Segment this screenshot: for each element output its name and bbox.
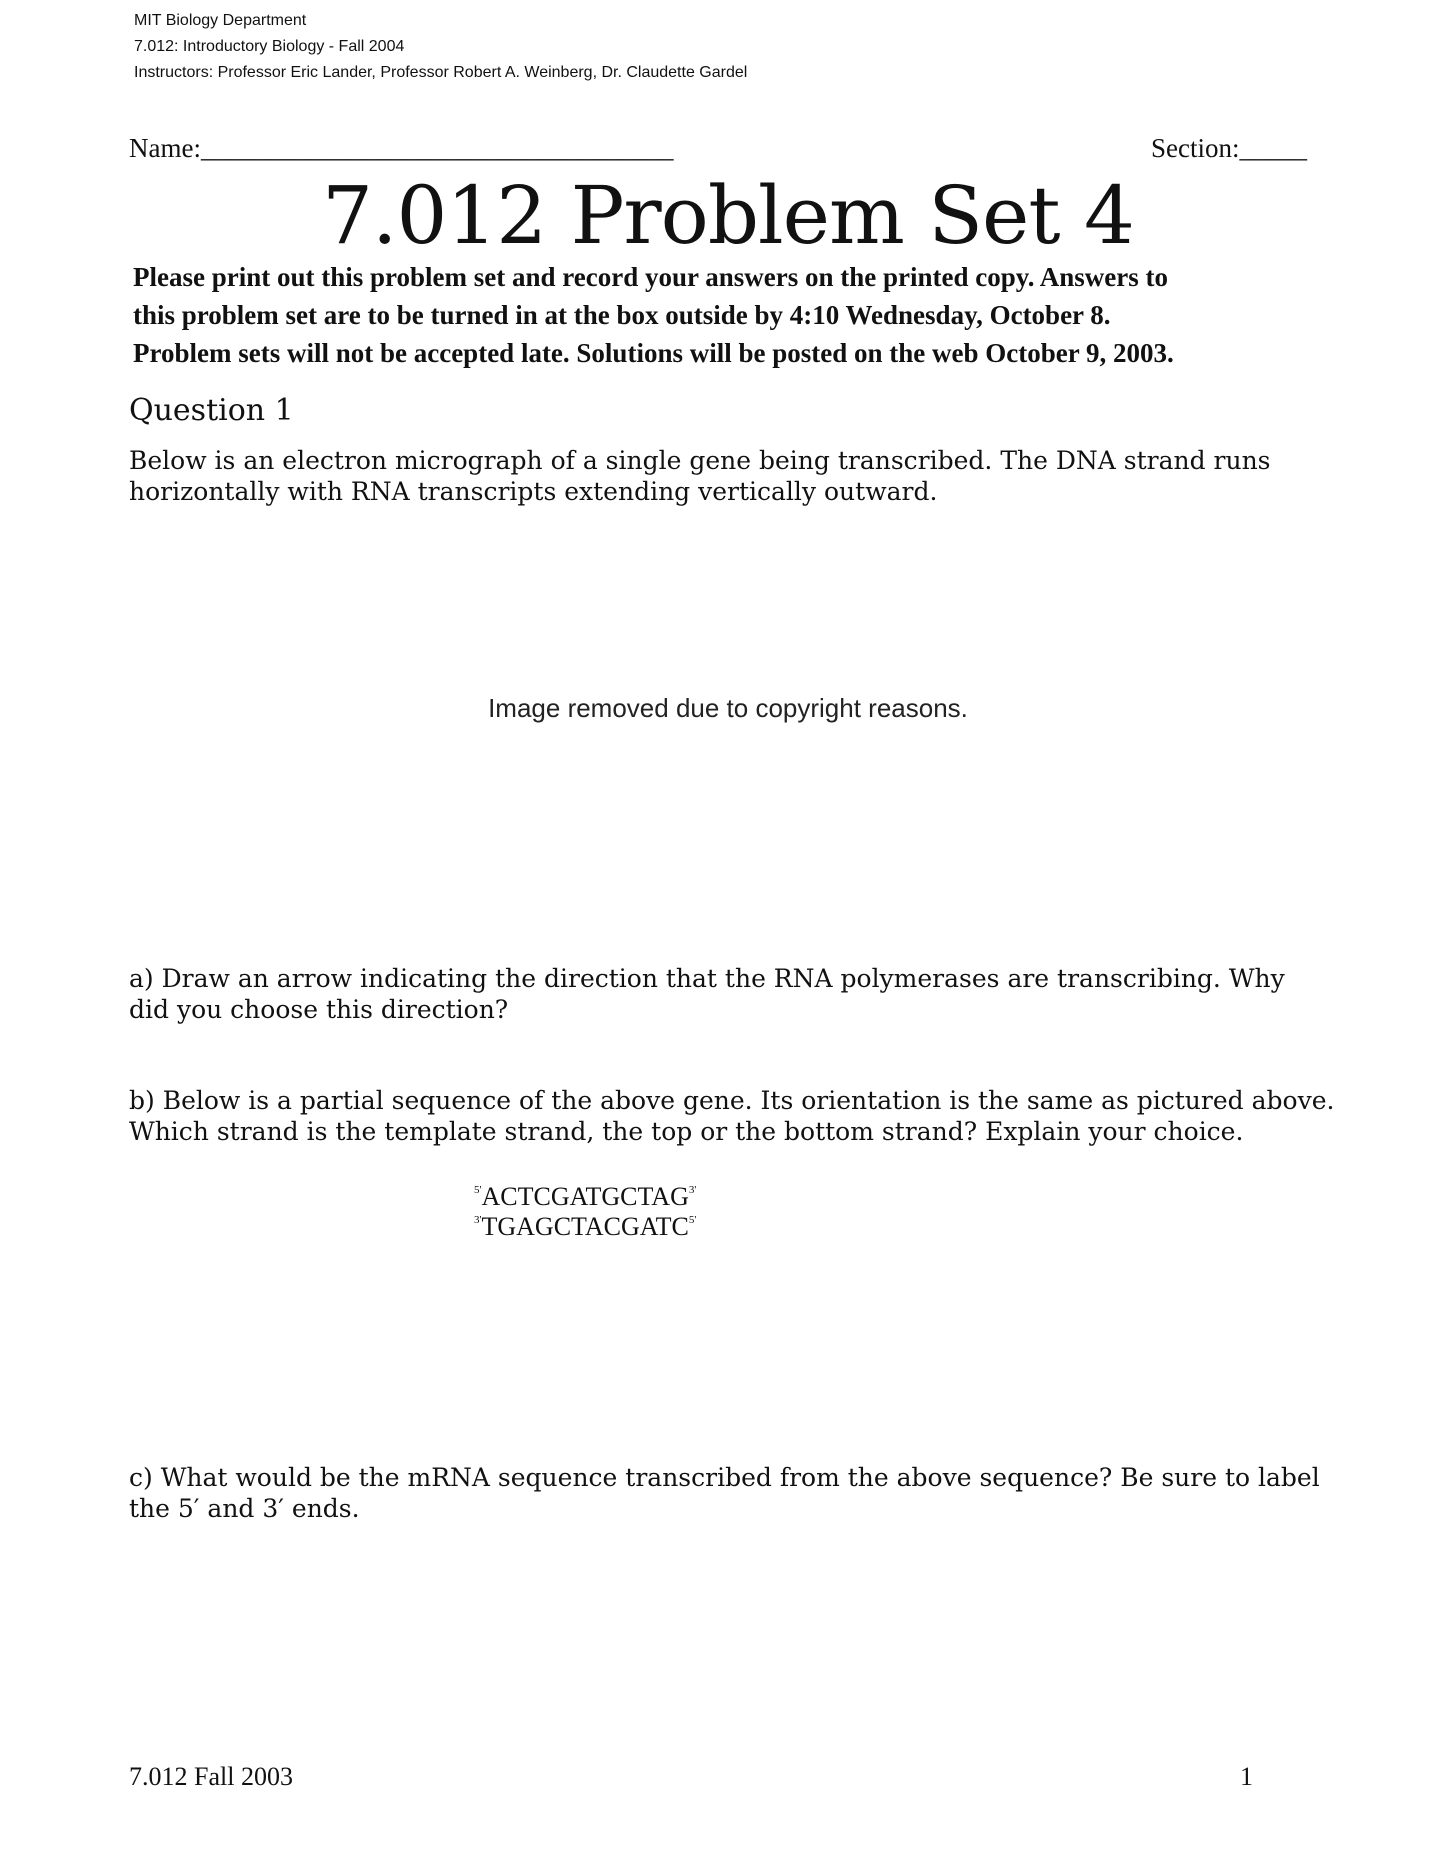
image-removed-notice: Image removed due to copyright reasons.	[488, 693, 968, 723]
bottom-strand-3-end: 3'	[474, 1214, 482, 1226]
section-label: Section:	[1151, 133, 1240, 163]
part-a-line: a) Draw an arrow indicating the direction that the RNA polymerases are transcribing. Why	[129, 964, 1285, 993]
part-a-line: did you choose this direction?	[129, 995, 509, 1024]
question-heading: Question 1	[129, 393, 294, 428]
part-c	[129, 1462, 1320, 1524]
part-b-line: Which strand is the template strand, the top or the bottom strand? Explain your choice.	[129, 1117, 1244, 1146]
part-a	[129, 963, 1285, 1025]
instructions-line-1: Please print out this problem set and record your answers on the printed copy. Answers to	[133, 262, 1169, 292]
top-strand-5-end: 5'	[474, 1184, 482, 1196]
section-field	[1151, 133, 1307, 164]
question-intro-line: Below is an electron micrograph of a single gene being transcribed. The DNA strand runs	[129, 446, 1271, 475]
part-c-line: c) What would be the mRNA sequence transcribed from the above sequence? Be sure to label	[129, 1463, 1320, 1492]
bottom-strand-bases: TGAGCTACGATC	[481, 1212, 689, 1241]
question-intro-line: horizontally with RNA transcripts extending vertically outward.	[129, 477, 938, 506]
course-label: 7.012: Introductory Biology - Fall 2004	[134, 38, 405, 55]
instructors-label: Instructors: Professor Eric Lander, Professor Robert A. Weinberg, Dr. Claudette Gardel	[134, 64, 748, 81]
sequence-bottom-strand	[474, 1212, 696, 1242]
top-strand-3-end: 3'	[688, 1184, 697, 1196]
name-label: Name:	[129, 133, 201, 163]
name-field	[129, 133, 673, 164]
part-b	[129, 1085, 1334, 1147]
name-blank: ___________________________________	[200, 133, 674, 163]
sequence-top-strand	[474, 1182, 696, 1212]
page-number: 1	[1240, 1762, 1253, 1791]
part-b-line: b) Below is a partial sequence of the above gene. Its orientation is the same as pictured above.	[129, 1086, 1335, 1115]
bottom-strand-5-end: 5'	[688, 1214, 697, 1226]
department-label: MIT Biology Department	[134, 12, 307, 29]
part-c-line: the 5′ and 3′ ends.	[129, 1494, 360, 1523]
top-strand-bases: ACTCGATGCTAG	[481, 1182, 689, 1211]
page-title: 7.012 Problem Set 4	[322, 169, 1134, 262]
question-intro	[129, 445, 1271, 507]
section-blank: _____	[1239, 133, 1307, 163]
instructions-line-2: this problem set are to be turned in at the box outside by 4:10 Wednesday, October 8.	[133, 300, 1111, 330]
instructions-line-3: Problem sets will not be accepted late. Solutions will be posted on the web October 9, 2003.	[133, 338, 1174, 368]
footer-course: 7.012 Fall 2003	[129, 1762, 293, 1791]
